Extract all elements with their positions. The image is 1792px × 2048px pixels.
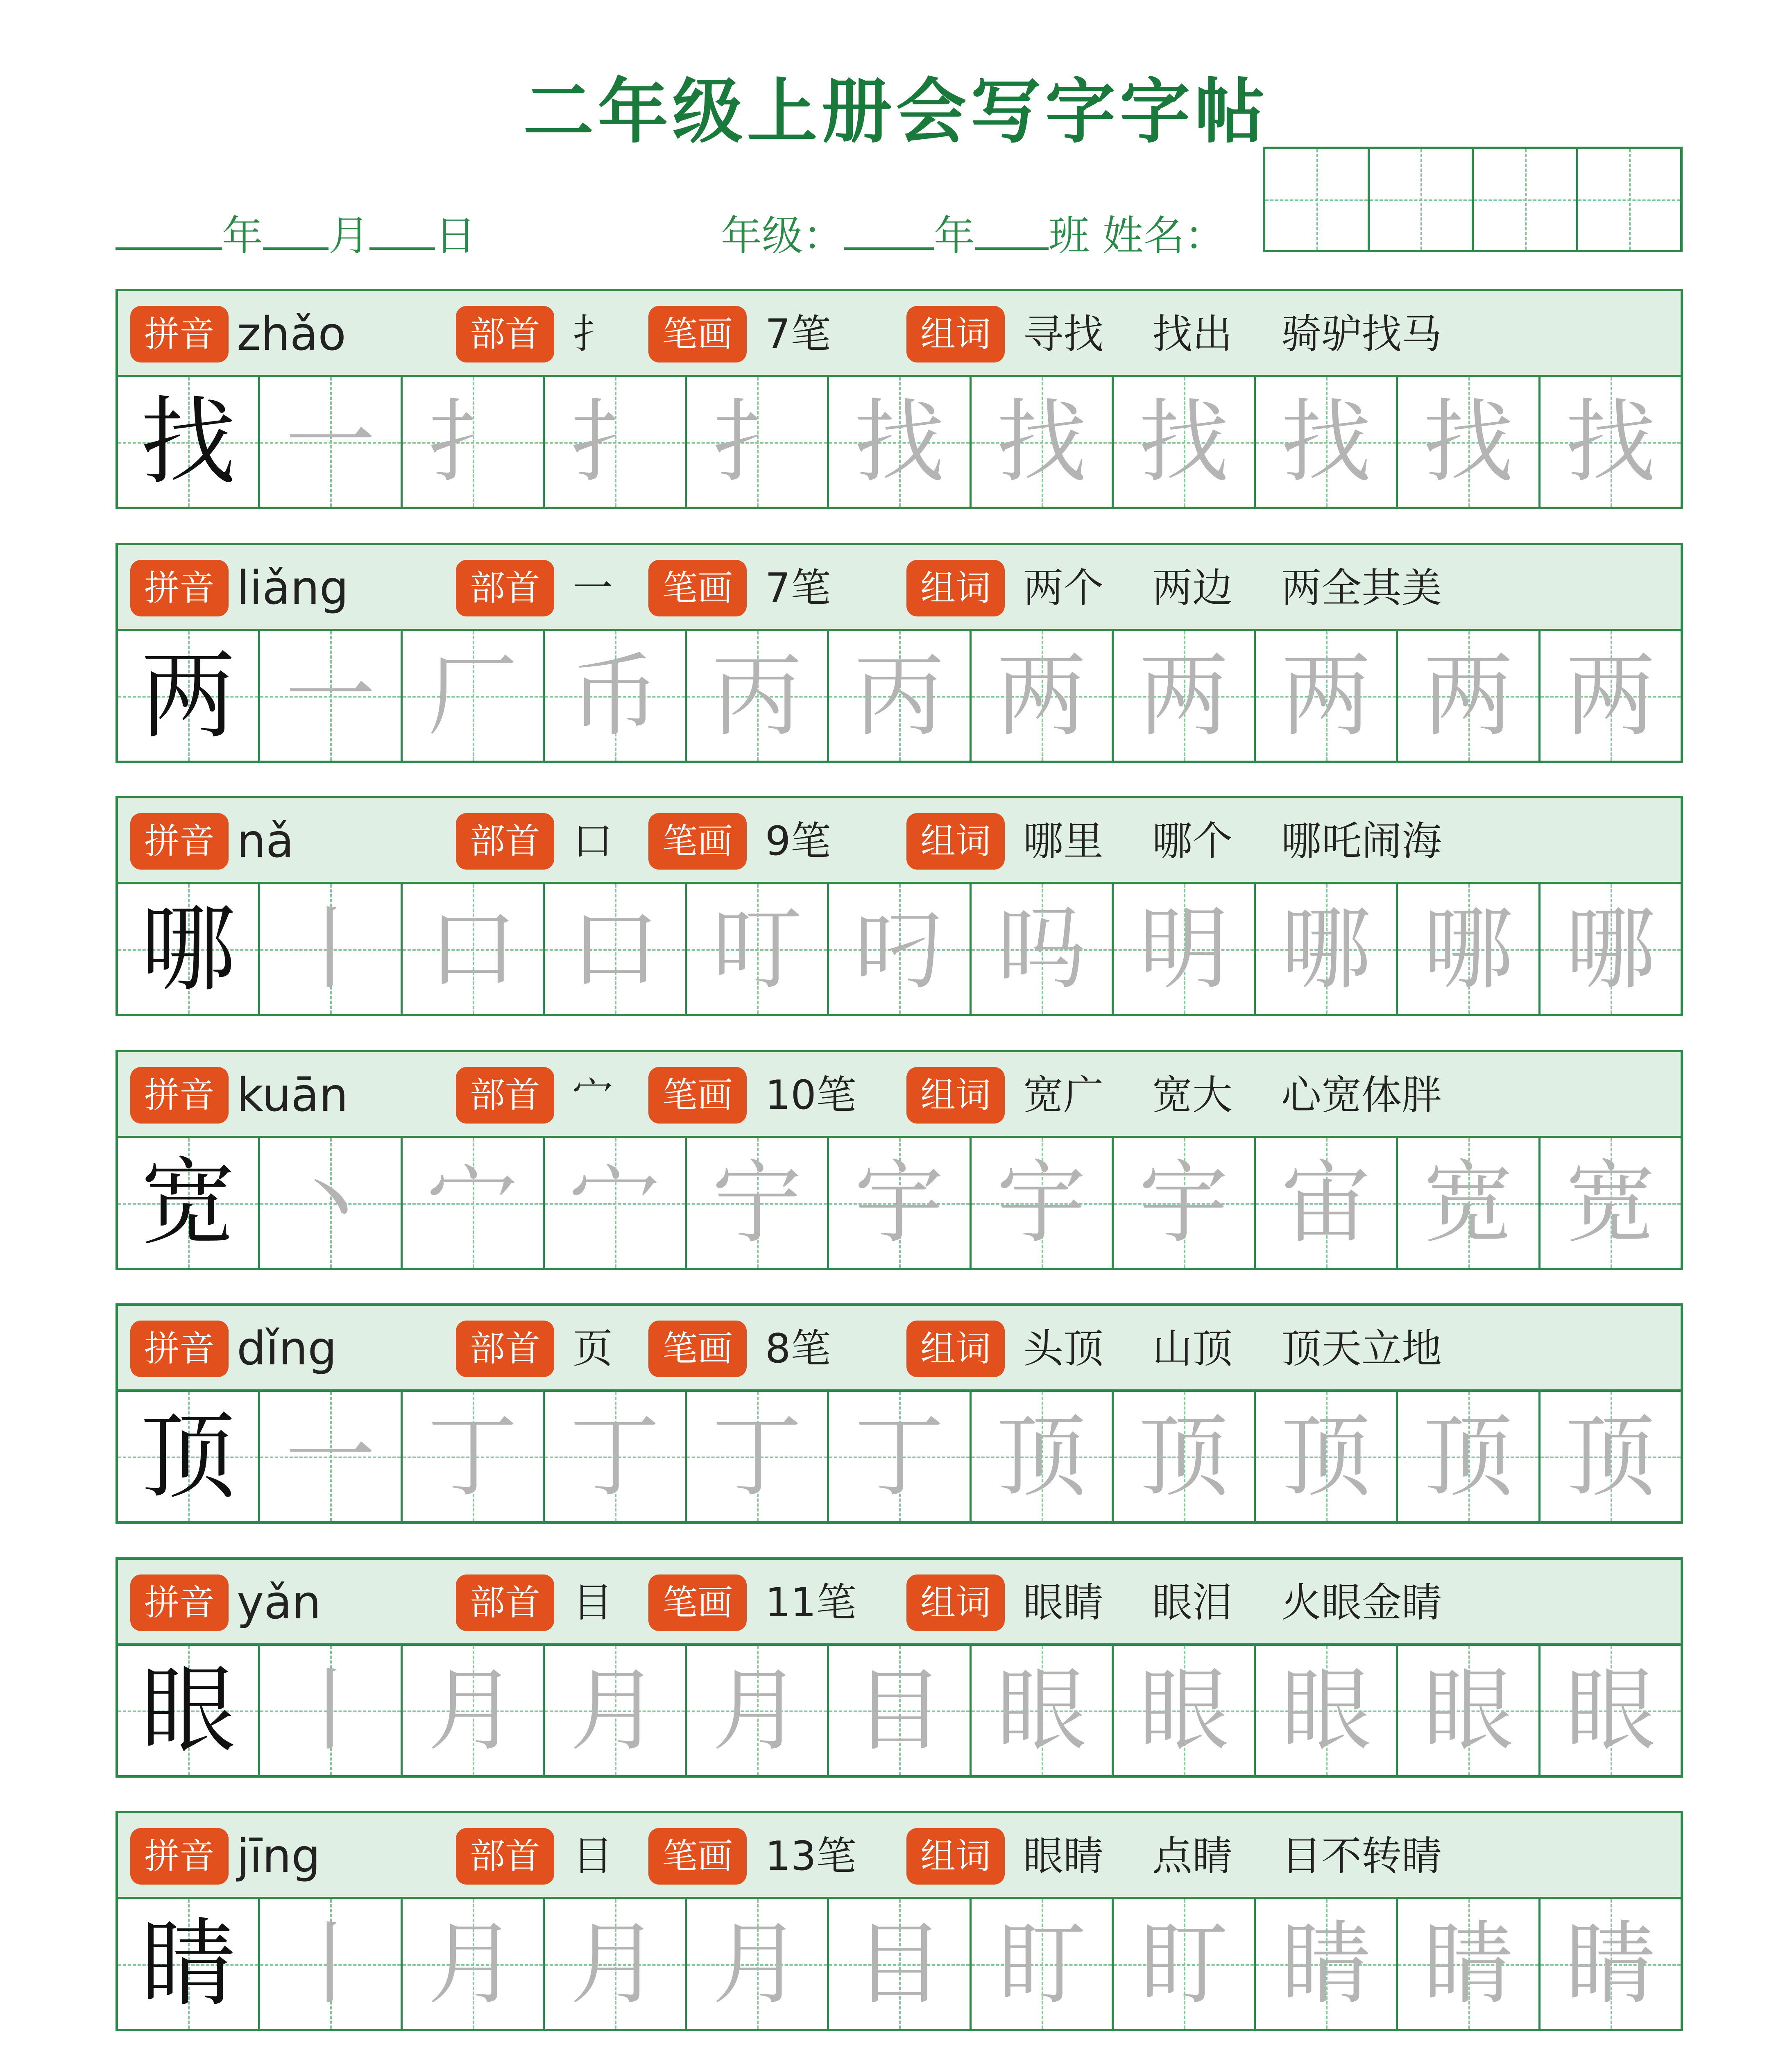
- trace-cell[interactable]: [1114, 1646, 1256, 1775]
- practice-grid: [118, 884, 1681, 1014]
- pinyin-tag: 拼音: [130, 1575, 229, 1631]
- words-tag: 组词: [906, 1321, 1005, 1377]
- trace-cell[interactable]: [260, 884, 402, 1014]
- trace-cell[interactable]: [972, 1899, 1114, 2029]
- stroke-step: 两: [996, 643, 1087, 748]
- stroke-step: 月: [712, 1658, 802, 1763]
- radical-tag: 部首: [456, 813, 554, 870]
- grade-label: 年级：: [721, 212, 844, 260]
- stroke-step: 找: [1138, 390, 1229, 494]
- stroke-step: 宽: [1565, 1151, 1656, 1255]
- main-character: 宽: [140, 1148, 236, 1258]
- stroke-step: 宀: [569, 1151, 660, 1255]
- radical-tag: 部首: [456, 1828, 554, 1885]
- main-character: 眼: [140, 1655, 236, 1766]
- class-label: 班: [1049, 212, 1090, 260]
- trace-cell[interactable]: [260, 631, 402, 761]
- trace-cell[interactable]: [403, 884, 545, 1014]
- stroke-step: 丨: [285, 1912, 376, 2016]
- stroke-step: 眼: [1423, 1658, 1513, 1763]
- stroke-step: 目: [854, 1658, 945, 1763]
- stroke-step: 扌: [712, 390, 802, 494]
- stroke-step: 找: [1423, 390, 1513, 494]
- trace-cell[interactable]: [687, 1138, 829, 1268]
- stroke-step: 扌: [427, 390, 518, 494]
- words-tag: 组词: [906, 813, 1005, 870]
- main-char-cell: [118, 631, 260, 761]
- stroke-step: 眼: [1565, 1658, 1656, 1763]
- trace-cell[interactable]: [687, 884, 829, 1014]
- trace-cell[interactable]: [260, 1899, 402, 2029]
- stroke-step: 丁: [854, 1404, 945, 1509]
- pinyin-tag: 拼音: [130, 1828, 229, 1885]
- strokes-tag: 笔画: [648, 1067, 747, 1124]
- trace-cell[interactable]: [1114, 377, 1256, 507]
- practice-grid: [118, 631, 1681, 761]
- stroke-step: 顶: [996, 1404, 1087, 1509]
- strokes-tag: 笔画: [648, 560, 747, 616]
- strokes-value: 9笔: [765, 818, 831, 865]
- pinyin-tag: 拼音: [130, 1321, 229, 1377]
- trace-cell[interactable]: [1541, 884, 1681, 1014]
- trace-cell[interactable]: [1114, 1138, 1256, 1268]
- radical-tag: 部首: [456, 1067, 554, 1124]
- stroke-step: 明: [1138, 897, 1229, 1001]
- stroke-step: 顶: [1423, 1404, 1513, 1509]
- trace-cell[interactable]: [1541, 1392, 1681, 1521]
- info-row: [118, 545, 1681, 631]
- word-2: 宽大: [1152, 1072, 1233, 1119]
- stroke-step: 丁: [712, 1404, 802, 1509]
- words-tag: 组词: [906, 1575, 1005, 1631]
- stroke-step: 宽: [1423, 1151, 1513, 1255]
- pinyin-tag: 拼音: [130, 306, 229, 362]
- strokes-tag: 笔画: [648, 306, 747, 362]
- trace-cell[interactable]: [403, 1899, 545, 2029]
- main-char-cell: [118, 884, 260, 1014]
- stroke-step: 扌: [569, 390, 660, 494]
- grade-year-label: 年: [934, 212, 975, 260]
- info-row: [118, 1052, 1681, 1138]
- trace-cell[interactable]: [1114, 1899, 1256, 2029]
- trace-cell[interactable]: [1541, 1899, 1681, 2029]
- stroke-step: 找: [854, 390, 945, 494]
- main-character: 睛: [140, 1909, 236, 2019]
- trace-cell[interactable]: [1256, 631, 1398, 761]
- trace-cell[interactable]: [972, 631, 1114, 761]
- trace-cell[interactable]: [1256, 1646, 1398, 1775]
- practice-grid: [118, 1392, 1681, 1521]
- name-grid[interactable]: [1263, 147, 1683, 252]
- stroke-step: 宀: [427, 1151, 518, 1255]
- year-label: 年: [222, 212, 263, 260]
- trace-cell[interactable]: [1541, 1138, 1681, 1268]
- stroke-step: 宙: [1281, 1151, 1371, 1255]
- pinyin-value: jīng: [237, 1830, 321, 1883]
- strokes-tag: 笔画: [648, 1321, 747, 1377]
- trace-cell[interactable]: [829, 1392, 971, 1521]
- strokes-value: 7笔: [765, 565, 831, 612]
- word-1: 眼睛: [1023, 1833, 1104, 1880]
- practice-grid: [118, 1646, 1681, 1775]
- trace-cell[interactable]: [1256, 884, 1398, 1014]
- trace-cell[interactable]: [829, 1138, 971, 1268]
- trace-cell[interactable]: [972, 377, 1114, 507]
- stroke-step: 找: [996, 390, 1087, 494]
- word-3: 两全其美: [1281, 565, 1442, 612]
- stroke-step: 哪: [1281, 897, 1371, 1001]
- pinyin-value: zhǎo: [237, 308, 346, 361]
- month-blank[interactable]: [263, 219, 328, 250]
- info-row: [118, 291, 1681, 377]
- stroke-step: 丁: [427, 1404, 518, 1509]
- stroke-step: 睛: [1423, 1912, 1513, 2016]
- char-block-0: [116, 289, 1683, 509]
- trace-cell[interactable]: [260, 1392, 402, 1521]
- char-block-4: [116, 1303, 1683, 1524]
- trace-cell[interactable]: [687, 631, 829, 761]
- day-blank[interactable]: [369, 219, 435, 250]
- trace-cell[interactable]: [260, 377, 402, 507]
- name-label: 姓名：: [1102, 212, 1226, 260]
- year-blank[interactable]: [116, 219, 222, 250]
- word-2: 两边: [1152, 565, 1233, 612]
- word-2: 山顶: [1152, 1325, 1233, 1372]
- name-cell[interactable]: [1370, 149, 1474, 250]
- stroke-step: 丨: [285, 1658, 376, 1763]
- word-2: 眼泪: [1152, 1579, 1233, 1626]
- radical-value: 一: [573, 565, 613, 612]
- word-3: 心宽体胖: [1281, 1072, 1442, 1119]
- word-1: 哪里: [1023, 818, 1104, 865]
- trace-cell[interactable]: [829, 1899, 971, 2029]
- word-1: 头顶: [1023, 1325, 1104, 1372]
- strokes-value: 13笔: [765, 1833, 856, 1880]
- trace-cell[interactable]: [1541, 1646, 1681, 1775]
- trace-cell[interactable]: [260, 1138, 402, 1268]
- main-char-cell: [118, 377, 260, 507]
- stroke-step: 宁: [712, 1151, 802, 1255]
- strokes-tag: 笔画: [648, 1828, 747, 1885]
- char-block-1: [116, 543, 1683, 763]
- trace-cell[interactable]: [545, 377, 687, 507]
- trace-cell[interactable]: [972, 1646, 1114, 1775]
- trace-cell[interactable]: [545, 884, 687, 1014]
- main-char-cell: [118, 1138, 260, 1268]
- trace-cell[interactable]: [1256, 1138, 1398, 1268]
- name-cell[interactable]: [1474, 149, 1578, 250]
- trace-cell[interactable]: [1114, 631, 1256, 761]
- date-line: [116, 203, 476, 262]
- stroke-step: 找: [1281, 390, 1371, 494]
- trace-cell[interactable]: [1398, 1646, 1540, 1775]
- stroke-step: 丙: [712, 643, 802, 748]
- stroke-step: 月: [427, 1912, 518, 2016]
- stroke-step: 月: [569, 1658, 660, 1763]
- stroke-step: 睛: [1565, 1912, 1656, 2016]
- info-row: [118, 798, 1681, 884]
- word-2: 点睛: [1152, 1833, 1233, 1880]
- strokes-tag: 笔画: [648, 813, 747, 870]
- stroke-step: 丙: [854, 643, 945, 748]
- radical-value: 扌: [573, 311, 613, 358]
- main-character: 两: [140, 641, 236, 751]
- pinyin-tag: 拼音: [130, 813, 229, 870]
- stroke-step: 宇: [996, 1151, 1087, 1255]
- trace-cell[interactable]: [1398, 1392, 1540, 1521]
- trace-cell[interactable]: [1256, 377, 1398, 507]
- pinyin-value: liǎng: [237, 562, 349, 615]
- pinyin-tag: 拼音: [130, 1067, 229, 1124]
- stroke-step: 币: [569, 643, 660, 748]
- main-char-cell: [118, 1392, 260, 1521]
- char-block-2: [116, 796, 1683, 1016]
- trace-cell[interactable]: [403, 1646, 545, 1775]
- radical-tag: 部首: [456, 1575, 554, 1631]
- page-title: 二年级上册会写字字帖: [523, 70, 1269, 153]
- word-2: 哪个: [1152, 818, 1233, 865]
- stroke-step: 厂: [427, 643, 518, 748]
- trace-cell[interactable]: [1398, 377, 1540, 507]
- trace-cell[interactable]: [545, 1138, 687, 1268]
- pinyin-value: nǎ: [237, 815, 294, 868]
- stroke-step: 月: [569, 1912, 660, 2016]
- day-label: 日: [435, 212, 476, 260]
- char-block-5: [116, 1557, 1683, 1778]
- trace-cell[interactable]: [1398, 1899, 1540, 2029]
- trace-cell[interactable]: [972, 1138, 1114, 1268]
- strokes-value: 8笔: [765, 1325, 831, 1372]
- words-tag: 组词: [906, 1067, 1005, 1124]
- stroke-step: 丁: [569, 1404, 660, 1509]
- stroke-step: 口: [427, 897, 518, 1001]
- word-3: 骑驴找马: [1281, 311, 1442, 358]
- strokes-tag: 笔画: [648, 1575, 747, 1631]
- stroke-step: 丨: [285, 897, 376, 1001]
- main-char-cell: [118, 1646, 260, 1775]
- stroke-step: 宇: [854, 1151, 945, 1255]
- stroke-step: 眼: [1281, 1658, 1371, 1763]
- trace-cell[interactable]: [1398, 631, 1540, 761]
- class-blank[interactable]: [975, 219, 1049, 250]
- char-block-6: [116, 1811, 1683, 2031]
- main-character: 找: [140, 387, 236, 497]
- trace-cell[interactable]: [1256, 1899, 1398, 2029]
- month-label: 月: [328, 212, 369, 260]
- stroke-step: 两: [1138, 643, 1229, 748]
- word-1: 两个: [1023, 565, 1104, 612]
- stroke-step: 吗: [996, 897, 1087, 1001]
- word-3: 哪吒闹海: [1281, 818, 1442, 865]
- trace-cell[interactable]: [403, 377, 545, 507]
- main-character: 哪: [140, 894, 236, 1004]
- strokes-value: 11笔: [765, 1579, 856, 1626]
- info-row: [118, 1813, 1681, 1899]
- class-line: [721, 203, 1226, 262]
- trace-cell[interactable]: [545, 1899, 687, 2029]
- stroke-step: 盯: [996, 1912, 1087, 2016]
- trace-cell[interactable]: [972, 884, 1114, 1014]
- stroke-step: 口: [569, 897, 660, 1001]
- info-row: [118, 1306, 1681, 1392]
- stroke-step: 月: [712, 1912, 802, 2016]
- main-char-cell: [118, 1899, 260, 2029]
- stroke-step: 顶: [1281, 1404, 1371, 1509]
- trace-cell[interactable]: [1541, 631, 1681, 761]
- words-tag: 组词: [906, 1828, 1005, 1885]
- radical-value: 目: [573, 1579, 613, 1626]
- trace-cell[interactable]: [545, 1392, 687, 1521]
- trace-cell[interactable]: [829, 884, 971, 1014]
- pinyin-value: yǎn: [237, 1576, 321, 1629]
- trace-cell[interactable]: [829, 377, 971, 507]
- main-character: 顶: [140, 1401, 236, 1512]
- trace-cell[interactable]: [972, 1392, 1114, 1521]
- stroke-step: 一: [285, 390, 376, 494]
- stroke-step: 一: [285, 1404, 376, 1509]
- trace-cell[interactable]: [403, 631, 545, 761]
- trace-cell[interactable]: [687, 1899, 829, 2029]
- stroke-step: 两: [1565, 643, 1656, 748]
- word-3: 目不转睛: [1281, 1833, 1442, 1880]
- trace-cell[interactable]: [545, 1646, 687, 1775]
- pinyin-tag: 拼音: [130, 560, 229, 616]
- word-3: 顶天立地: [1281, 1325, 1442, 1372]
- stroke-step: 找: [1565, 390, 1656, 494]
- stroke-step: 眼: [996, 1658, 1087, 1763]
- name-cell[interactable]: [1265, 149, 1370, 250]
- strokes-value: 7笔: [765, 311, 831, 358]
- practice-grid: [118, 1138, 1681, 1268]
- stroke-step: 哪: [1565, 897, 1656, 1001]
- stroke-step: 盯: [1138, 1912, 1229, 2016]
- trace-cell[interactable]: [687, 1646, 829, 1775]
- practice-grid: [118, 1899, 1681, 2029]
- word-1: 宽广: [1023, 1072, 1104, 1119]
- words-tag: 组词: [906, 560, 1005, 616]
- stroke-step: 一: [285, 643, 376, 748]
- trace-cell[interactable]: [1398, 884, 1540, 1014]
- grade-blank[interactable]: [844, 219, 934, 250]
- word-1: 寻找: [1023, 311, 1104, 358]
- strokes-value: 10笔: [765, 1072, 856, 1119]
- word-3: 火眼金睛: [1281, 1579, 1442, 1626]
- trace-cell[interactable]: [829, 631, 971, 761]
- words-tag: 组词: [906, 306, 1005, 362]
- trace-cell[interactable]: [1398, 1138, 1540, 1268]
- radical-value: 页: [573, 1325, 613, 1372]
- trace-cell[interactable]: [1256, 1392, 1398, 1521]
- radical-tag: 部首: [456, 560, 554, 616]
- char-block-3: [116, 1050, 1683, 1270]
- stroke-step: 顶: [1565, 1404, 1656, 1509]
- stroke-step: 宇: [1138, 1151, 1229, 1255]
- radical-value: 口: [573, 818, 613, 865]
- trace-cell[interactable]: [687, 377, 829, 507]
- trace-cell[interactable]: [1541, 377, 1681, 507]
- trace-cell[interactable]: [260, 1646, 402, 1775]
- stroke-step: 月: [427, 1658, 518, 1763]
- trace-cell[interactable]: [1114, 884, 1256, 1014]
- radical-value: 宀: [573, 1072, 613, 1119]
- practice-grid: [118, 377, 1681, 507]
- trace-cell[interactable]: [1114, 1392, 1256, 1521]
- pinyin-value: kuān: [237, 1069, 349, 1122]
- trace-cell[interactable]: [403, 1138, 545, 1268]
- stroke-step: 睛: [1281, 1912, 1371, 2016]
- stroke-step: 叮: [712, 897, 802, 1001]
- name-cell[interactable]: [1578, 149, 1681, 250]
- stroke-step: 目: [854, 1912, 945, 2016]
- stroke-step: 两: [1423, 643, 1513, 748]
- word-2: 找出: [1152, 311, 1233, 358]
- trace-cell[interactable]: [403, 1392, 545, 1521]
- info-row: [118, 1560, 1681, 1646]
- trace-cell[interactable]: [829, 1646, 971, 1775]
- word-1: 眼睛: [1023, 1579, 1104, 1626]
- radical-tag: 部首: [456, 306, 554, 362]
- trace-cell[interactable]: [687, 1392, 829, 1521]
- stroke-step: 两: [1281, 643, 1371, 748]
- pinyin-value: dǐng: [237, 1322, 337, 1375]
- radical-tag: 部首: [456, 1321, 554, 1377]
- stroke-step: 哪: [1423, 897, 1513, 1001]
- stroke-step: 丶: [285, 1151, 376, 1255]
- trace-cell[interactable]: [545, 631, 687, 761]
- stroke-step: 眼: [1138, 1658, 1229, 1763]
- stroke-step: 顶: [1138, 1404, 1229, 1509]
- stroke-step: 叼: [854, 897, 945, 1001]
- radical-value: 目: [573, 1833, 613, 1880]
